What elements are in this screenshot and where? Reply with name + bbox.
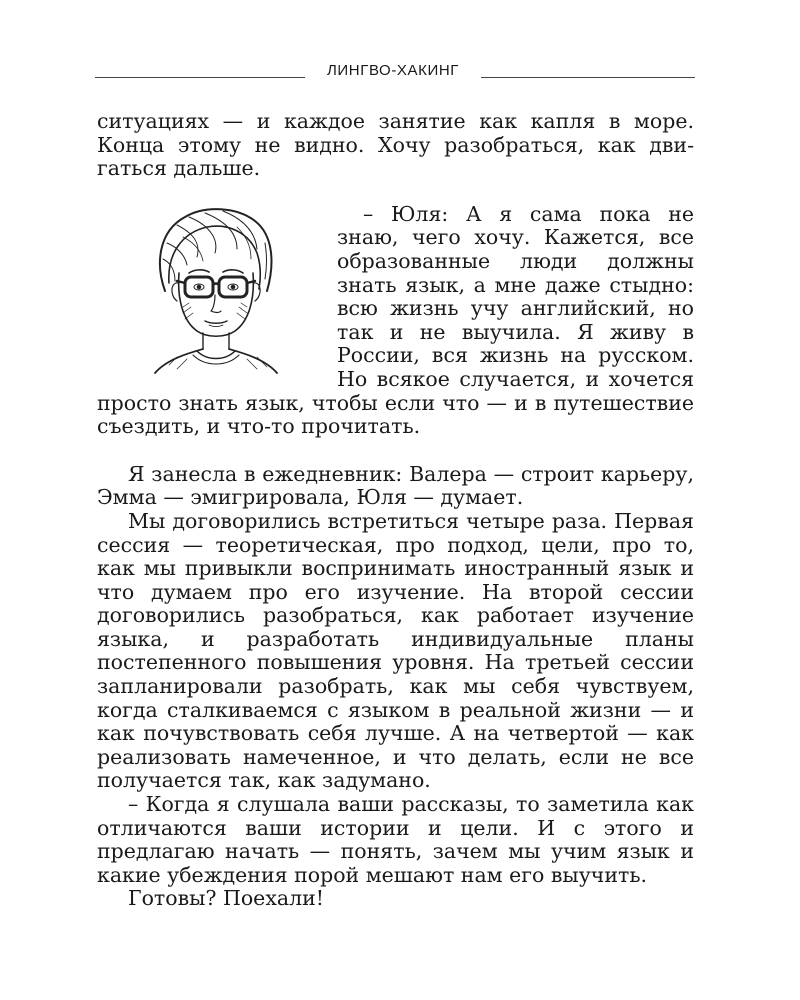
paragraph-reflection: – Когда я слушала ваши рассказы, то заметила как отличаются ваши истории и цели. И с этого и предлагаю начать — понять, зачем мы учим язык и какие убеждения порой мешают нам его выучить. xyxy=(97,792,694,887)
paragraph-ready: Готовы? Поехали! xyxy=(128,886,325,911)
paragraph-yulia: – Юля: А я сама пока не знаю, чего хочу. Кажется, все образованные люди должны знать язык, а мне даже стыдно: всю жизнь учу английский, но так и не выучила. Я живу в России, вся жизнь на русском. Но всякое случается, и хочется просто знать язык, чтобы если что — и в путешествие съездить, и что-то прочитать. xyxy=(97,201,694,439)
paragraph-continuation: ситуациях — и каждое занятие как капля в море. Конца этому не видно. Хочу разобраться, как двигаться дальше. xyxy=(97,109,694,181)
running-header xyxy=(95,62,695,86)
header-rule-right xyxy=(481,77,695,78)
paragraph-sessions: Мы договорились встретиться четыре раза. Первая сессия — теоретическая, про подход, цели, про то, как мы привыкли воспринимать иностранный язык и что думаем про его изучение. На второй сессии договорились разобраться, как работает изучение языка, и разработать индивидуальные планы постепенного повышения уровня. На третьей сессии запланировали разобрать, как мы себя чувствуем, когда сталкиваемся с языком в реальной жизни — и как почувствовать себя лучше. А на четвертой — как реализовать намеченное, и что делать, если не все получается так, как задумано. xyxy=(97,508,694,793)
woman-with-glasses-portrait-icon xyxy=(97,203,329,375)
page-body xyxy=(97,110,694,911)
running-header-title: ЛИНГВО-ХАКИНГ xyxy=(326,62,460,79)
header-rule-left xyxy=(95,77,305,78)
paragraph-notes: Я занесла в ежедневник: Валера — строит карьеру, Эмма — эмигрировала, Юля — думает. xyxy=(97,461,694,510)
